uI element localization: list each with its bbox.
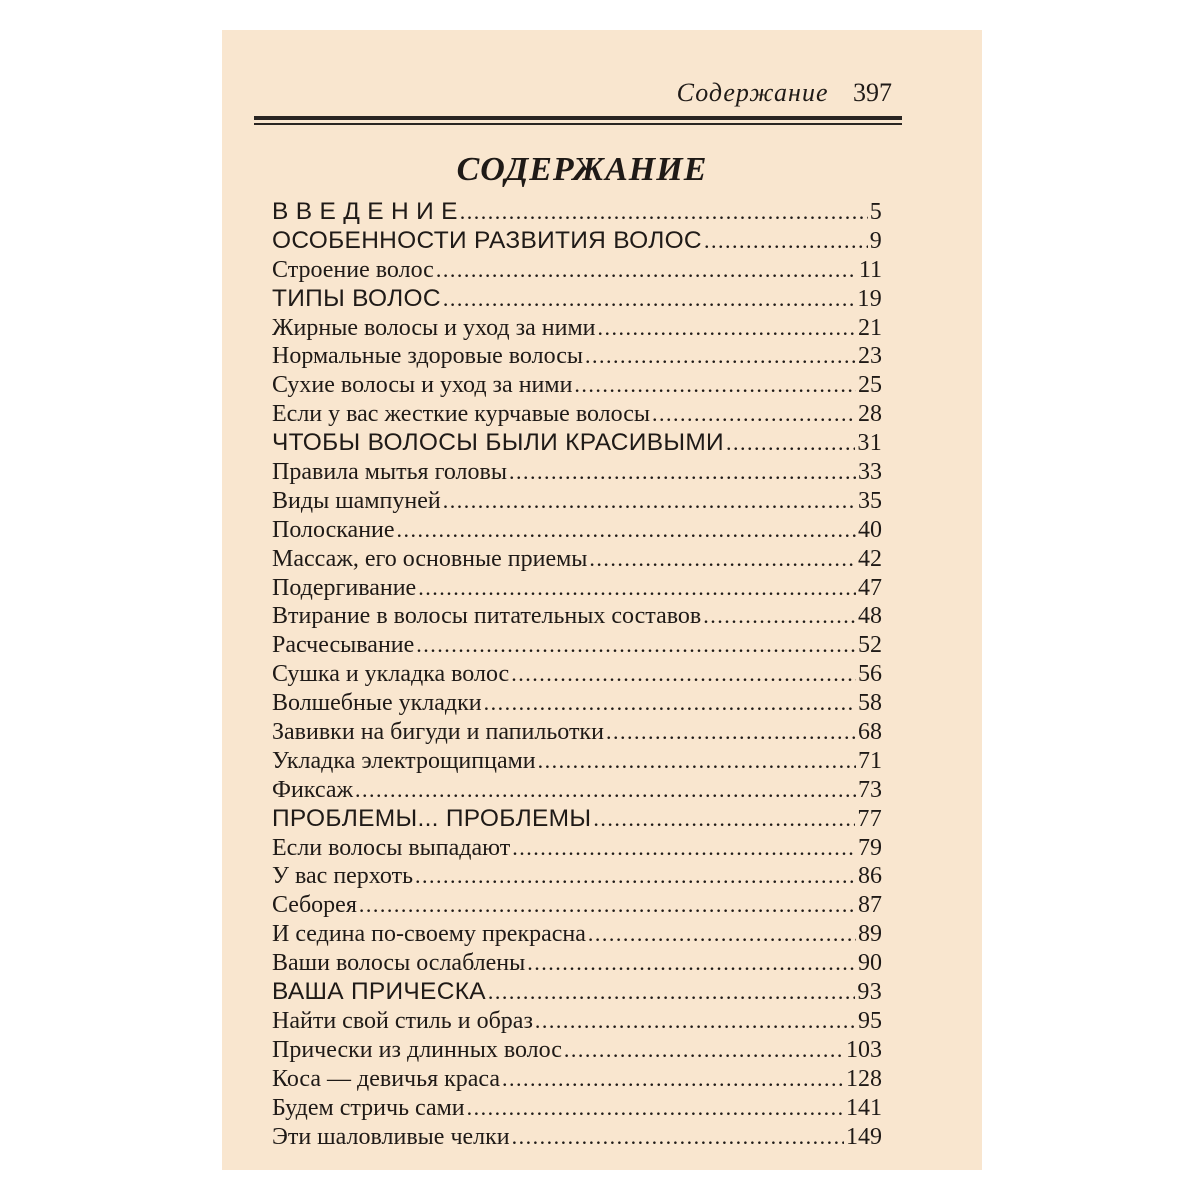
dot-leader bbox=[359, 891, 856, 920]
toc-entry-title: Волшебные укладки bbox=[272, 690, 482, 717]
dot-leader bbox=[397, 516, 856, 545]
toc-entry-row bbox=[272, 371, 882, 400]
toc-page-number: 79 bbox=[858, 834, 882, 861]
toc-entry-title: Ваши волосы ослаблены bbox=[272, 950, 526, 977]
toc-entry-title: Эти шаловливые челки bbox=[272, 1123, 510, 1150]
dot-leader bbox=[355, 776, 856, 805]
toc-page-number: 77 bbox=[857, 805, 882, 832]
dot-leader bbox=[585, 342, 856, 371]
dot-leader bbox=[652, 400, 856, 429]
toc-section-row bbox=[272, 429, 882, 458]
toc-page-number: 33 bbox=[858, 459, 882, 486]
dot-leader bbox=[703, 602, 856, 631]
toc-section-row bbox=[272, 978, 882, 1007]
toc-page-number: 52 bbox=[858, 632, 882, 659]
toc-entry-row bbox=[272, 920, 882, 949]
toc-entry-title: Втирание в волосы питательных составов bbox=[272, 603, 702, 630]
toc-entry-row bbox=[272, 487, 882, 516]
toc-entry-title: Массаж, его основные приемы bbox=[272, 545, 588, 572]
toc-entry-row bbox=[272, 256, 882, 285]
dot-leader bbox=[527, 949, 856, 978]
toc-page-number: 93 bbox=[857, 979, 882, 1006]
toc-section-row bbox=[272, 227, 882, 256]
toc-entry-row bbox=[272, 1094, 882, 1123]
toc-page-number: 11 bbox=[858, 256, 882, 283]
page-number: 397 bbox=[853, 78, 892, 107]
toc-entry-title: Найти свой стиль и образ bbox=[272, 1007, 533, 1034]
toc-page-number: 48 bbox=[858, 603, 882, 630]
toc-entry-title: ПРОБЛЕМЫ... ПРОБЛЕМЫ bbox=[272, 804, 592, 832]
toc-entry-row bbox=[272, 516, 882, 545]
running-head bbox=[677, 78, 892, 108]
toc-page-number: 28 bbox=[858, 401, 882, 428]
toc-entry-title: Завивки на бигуди и папильотки bbox=[272, 719, 604, 746]
toc-entry-row bbox=[272, 400, 882, 429]
toc-page-number: 42 bbox=[858, 545, 882, 572]
toc-entry-title: Полоскание bbox=[272, 516, 395, 543]
header-rule bbox=[254, 116, 902, 126]
toc-page-number: 9 bbox=[869, 227, 882, 254]
toc-entry-row bbox=[272, 631, 882, 660]
dot-leader bbox=[512, 1123, 844, 1152]
toc-entry-title: Жирные волосы и уход за ними bbox=[272, 314, 596, 341]
toc-page-number: 5 bbox=[869, 199, 882, 225]
toc-entry-row bbox=[272, 314, 882, 343]
toc-entry-title: Расчесывание bbox=[272, 632, 415, 659]
dot-leader bbox=[484, 689, 856, 718]
toc-entry-row bbox=[272, 1007, 882, 1036]
toc-entry-row bbox=[272, 1065, 882, 1094]
dot-leader bbox=[460, 198, 868, 227]
running-head-title: Содержание bbox=[676, 78, 829, 107]
toc-page-number: 21 bbox=[858, 314, 882, 341]
toc-entry-row bbox=[272, 574, 882, 603]
toc-entry-title: Строение волос bbox=[272, 256, 434, 283]
dot-leader bbox=[593, 805, 855, 834]
toc-entry-row bbox=[272, 689, 882, 718]
toc-section-row bbox=[272, 805, 882, 834]
toc-entry-row bbox=[272, 747, 882, 776]
toc-page-number: 58 bbox=[858, 690, 882, 717]
dot-leader bbox=[509, 458, 856, 487]
toc-entry-row bbox=[272, 1123, 882, 1152]
toc-entry-title: Если волосы выпадают bbox=[272, 834, 511, 861]
dot-leader bbox=[436, 256, 857, 285]
toc-entry-row bbox=[272, 718, 882, 747]
toc-entry-title: Сушка и укладка волос bbox=[272, 661, 510, 688]
header-rule-thin bbox=[254, 123, 902, 125]
toc-entry-row bbox=[272, 776, 882, 805]
dot-leader bbox=[726, 429, 855, 458]
toc-entry-title: У вас перхоть bbox=[272, 863, 414, 890]
toc-entry-row bbox=[272, 342, 882, 371]
toc-page-number: 40 bbox=[858, 516, 882, 543]
toc-page-number: 25 bbox=[858, 372, 882, 399]
toc-entry-title: Правила мытья головы bbox=[272, 459, 507, 486]
toc-entry-title: Нормальные здоровые волосы bbox=[272, 343, 583, 370]
toc-entry-title: Укладка электрощипцами bbox=[272, 747, 536, 774]
dot-leader bbox=[416, 631, 856, 660]
toc-entry-title: Будем стричь сами bbox=[272, 1094, 465, 1121]
dot-leader bbox=[443, 487, 856, 516]
dot-leader bbox=[535, 1007, 856, 1036]
dot-leader bbox=[467, 1094, 844, 1123]
toc-section-row bbox=[272, 198, 882, 227]
toc-entry-title: ОСОБЕННОСТИ РАЗВИТИЯ ВОЛОС bbox=[272, 226, 702, 254]
toc-page-number: 73 bbox=[858, 776, 882, 803]
dot-leader bbox=[512, 834, 856, 863]
toc-entry-row bbox=[272, 891, 882, 920]
toc-entry-row bbox=[272, 545, 882, 574]
toc-page-number: 23 bbox=[858, 343, 882, 370]
toc-page-number: 95 bbox=[858, 1007, 882, 1034]
dot-leader bbox=[606, 718, 856, 747]
toc-entry-title: В В Е Д Е Н И Е bbox=[272, 198, 458, 225]
dot-leader bbox=[488, 978, 855, 1007]
toc-page-number: 56 bbox=[858, 661, 882, 688]
toc-entry-row bbox=[272, 834, 882, 863]
toc-section-row bbox=[272, 285, 882, 314]
dot-leader bbox=[574, 371, 856, 400]
toc-entry-title: Прически из длинных волос bbox=[272, 1036, 562, 1063]
toc-entry-title: Виды шампуней bbox=[272, 487, 441, 514]
toc-entry-title: Подергивание bbox=[272, 574, 417, 601]
header-rule-thick bbox=[254, 116, 902, 120]
toc-page-number: 89 bbox=[858, 921, 882, 948]
toc-page-number: 128 bbox=[846, 1065, 882, 1092]
toc-entry-row bbox=[272, 862, 882, 891]
dot-leader bbox=[418, 574, 856, 603]
toc-page-number: 86 bbox=[858, 863, 882, 890]
dot-leader bbox=[443, 285, 856, 314]
toc-list bbox=[272, 198, 882, 1151]
toc-entry-row bbox=[272, 949, 882, 978]
dot-leader bbox=[704, 227, 868, 256]
dot-leader bbox=[502, 1065, 844, 1094]
toc-entry-row bbox=[272, 602, 882, 631]
toc-entry-row bbox=[272, 1036, 882, 1065]
toc-page-number: 149 bbox=[846, 1123, 882, 1150]
toc-page-number: 90 bbox=[858, 950, 882, 977]
toc-entry-title: Сухие волосы и уход за ними bbox=[272, 372, 573, 399]
toc-page-number: 71 bbox=[858, 747, 882, 774]
dot-leader bbox=[511, 660, 856, 689]
toc-entry-title: ЧТОБЫ ВОЛОСЫ БЫЛИ КРАСИВЫМИ bbox=[272, 429, 724, 457]
toc-entry-title: Фиксаж bbox=[272, 776, 354, 803]
dot-leader bbox=[538, 747, 856, 776]
toc-page-number: 141 bbox=[846, 1094, 882, 1121]
toc-page-number: 19 bbox=[857, 285, 882, 312]
toc-entry-title: ТИПЫ ВОЛОС bbox=[272, 284, 441, 312]
dot-leader bbox=[415, 862, 856, 891]
toc-entry-title: Коса — девичья краса bbox=[272, 1065, 501, 1092]
toc-entry-row bbox=[272, 458, 882, 487]
toc-page-number: 31 bbox=[857, 430, 882, 457]
toc-page-number: 68 bbox=[858, 719, 882, 746]
toc-page-number: 47 bbox=[858, 574, 882, 601]
toc-entry-title: Если у вас жесткие курчавые волосы bbox=[272, 401, 651, 428]
toc-entry-title: И седина по-своему прекрасна bbox=[272, 921, 586, 948]
book-page bbox=[222, 30, 982, 1170]
dot-leader bbox=[597, 314, 856, 343]
toc-entry-title: ВАША ПРИЧЕСКА bbox=[272, 978, 486, 1006]
toc-entry-row bbox=[272, 660, 882, 689]
dot-leader bbox=[589, 545, 856, 574]
toc-page-number: 103 bbox=[846, 1036, 882, 1063]
toc-title: СОДЕРЖАНИЕ bbox=[456, 151, 708, 188]
toc-page-number: 35 bbox=[858, 487, 882, 514]
dot-leader bbox=[564, 1036, 844, 1065]
toc-page-number: 87 bbox=[858, 892, 882, 919]
dot-leader bbox=[588, 920, 856, 949]
toc-entry-title: Себорея bbox=[272, 892, 357, 919]
